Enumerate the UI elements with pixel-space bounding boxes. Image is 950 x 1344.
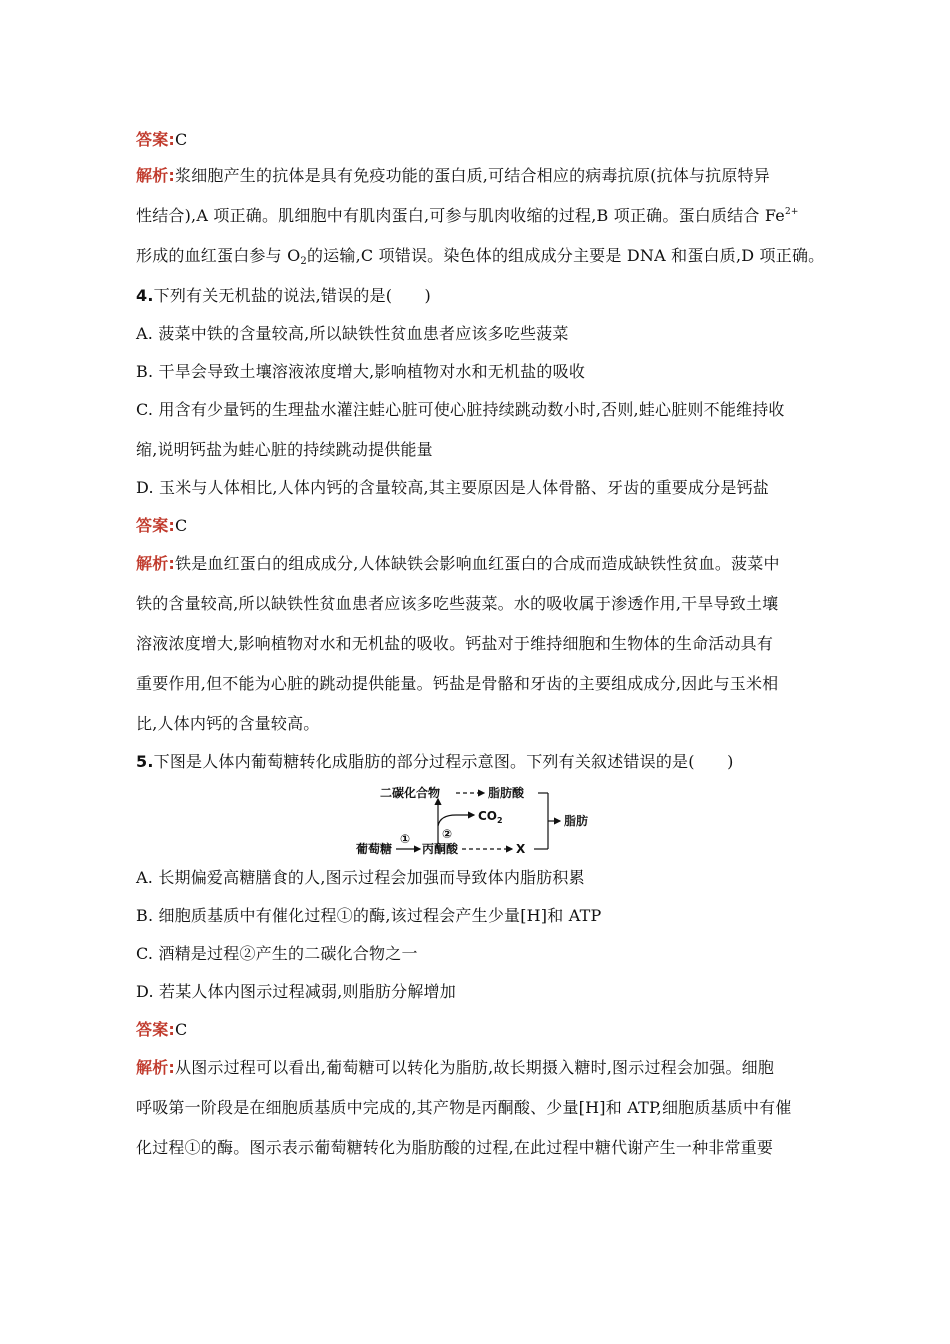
analysis-label: 解析:	[136, 166, 175, 185]
two-carbon-compound-label: 二碳化合物	[380, 786, 441, 800]
q4-analysis-line-5: 比,人体内钙的含量较高。	[136, 714, 320, 733]
analysis-text: 的运输,C 项错误。染色体的组成成分主要是 DNA 和蛋白质,D 项正确。	[306, 246, 825, 265]
q4-analysis-line-3: 溶液浓度增大,影响植物对水和无机盐的吸收。钙盐对于维持细胞和生物体的生命活动具有	[136, 634, 774, 653]
answer-label: 答案:	[136, 1020, 175, 1039]
analysis-text: 铁是血红蛋白的组成成分,人体缺铁会影响血红蛋白的合成而造成缺铁性贫血。菠菜中	[175, 554, 780, 573]
q4-option-c: C. 用含有少量钙的生理盐水灌注蛙心脏可使心脏持续跳动数小时,否则,蛙心脏则不能维持收	[136, 400, 785, 419]
q5-analysis-line-1	[136, 1058, 774, 1078]
q4-analysis-line-1	[136, 554, 780, 574]
q3-analysis-line-3	[136, 246, 824, 266]
q4-option-a: A. 菠菜中铁的含量较高,所以缺铁性贫血患者应该多吃些菠菜	[136, 324, 569, 343]
answer-value: C	[175, 1020, 188, 1039]
q4-analysis-line-2: 铁的含量较高,所以缺铁性贫血患者应该多吃些菠菜。水的吸收属于渗透作用,干旱导致土壤	[136, 594, 779, 613]
fatty-acid-label: 脂肪酸	[488, 786, 525, 800]
glucose-label: 葡萄糖	[356, 842, 393, 856]
fat-label: 脂肪	[564, 814, 589, 828]
question-stem: 下图是人体内葡萄糖转化成脂肪的部分过程示意图。下列有关叙述错误的是( )	[153, 752, 734, 771]
analysis-text: 性结合),A 项正确。肌细胞中有肌肉蛋白,可参与肌肉收缩的过程,B 项正确。蛋白质结合 Fe	[136, 206, 785, 225]
q5-stem	[136, 752, 734, 772]
question-number: 5.	[136, 752, 154, 771]
q4-answer	[136, 516, 187, 536]
q4-option-b: B. 干旱会导致土壤溶液浓度增大,影响植物对水和无机盐的吸收	[136, 362, 586, 381]
q4-stem	[136, 286, 431, 306]
step-2-marker: ②	[442, 827, 453, 841]
answer-label: 答案:	[136, 516, 175, 535]
co2-label: $CO_2$	[478, 809, 503, 825]
analysis-label: 解析:	[136, 1058, 175, 1077]
q5-answer	[136, 1020, 187, 1040]
analysis-text: 从图示过程可以看出,葡萄糖可以转化为脂肪,故长期摄入糖时,图示过程会加强。细胞	[175, 1058, 775, 1077]
question-number: 4.	[136, 286, 154, 305]
q5-option-a: A. 长期偏爱高糖膳食的人,图示过程会加强而导致体内脂肪积累	[136, 868, 585, 887]
q4-analysis-line-4: 重要作用,但不能为心脏的跳动提供能量。钙盐是骨骼和牙齿的主要组成成分,因此与玉米相	[136, 674, 779, 693]
q3-answer	[136, 130, 187, 150]
q5-analysis-line-3: 化过程①的酶。图示表示葡萄糖转化为脂肪酸的过程,在此过程中糖代谢产生一种非常重要	[136, 1138, 774, 1157]
answer-value: C	[175, 130, 188, 149]
glucose-to-fat-diagram	[216, 782, 596, 856]
q5-analysis-line-2: 呼吸第一阶段是在细胞质基质中完成的,其产物是丙酮酸、少量[H]和 ATP,细胞质基质中有催	[136, 1098, 792, 1117]
question-stem: 下列有关无机盐的说法,错误的是( )	[153, 286, 431, 305]
analysis-text: 浆细胞产生的抗体是具有免疫功能的蛋白质,可结合相应的病毒抗原(抗体与抗原特异	[175, 166, 770, 185]
step-1-marker: ①	[400, 832, 411, 846]
fe-superscript: 2+	[784, 207, 799, 217]
o2-subscript: 2	[300, 256, 307, 267]
q5-option-d: D. 若某人体内图示过程减弱,则脂肪分解增加	[136, 982, 456, 1001]
pyruvate-label: 丙酮酸	[422, 842, 459, 856]
q5-option-c: C. 酒精是过程②产生的二碳化合物之一	[136, 944, 418, 963]
x-label: X	[516, 842, 526, 856]
q3-analysis-line-1	[136, 166, 770, 186]
q4-option-d: D. 玉米与人体相比,人体内钙的含量较高,其主要原因是人体骨骼、牙齿的重要成分是钙盐	[136, 478, 770, 497]
q3-analysis-line-2	[136, 206, 799, 226]
answer-value: C	[175, 516, 188, 535]
answer-label: 答案:	[136, 130, 175, 149]
q4-option-c-cont: 缩,说明钙盐为蛙心脏的持续跳动提供能量	[136, 440, 433, 459]
analysis-label: 解析:	[136, 554, 175, 573]
analysis-text: 形成的血红蛋白参与 O	[136, 246, 301, 265]
q5-option-b: B. 细胞质基质中有催化过程①的酶,该过程会产生少量[H]和 ATP	[136, 906, 602, 925]
